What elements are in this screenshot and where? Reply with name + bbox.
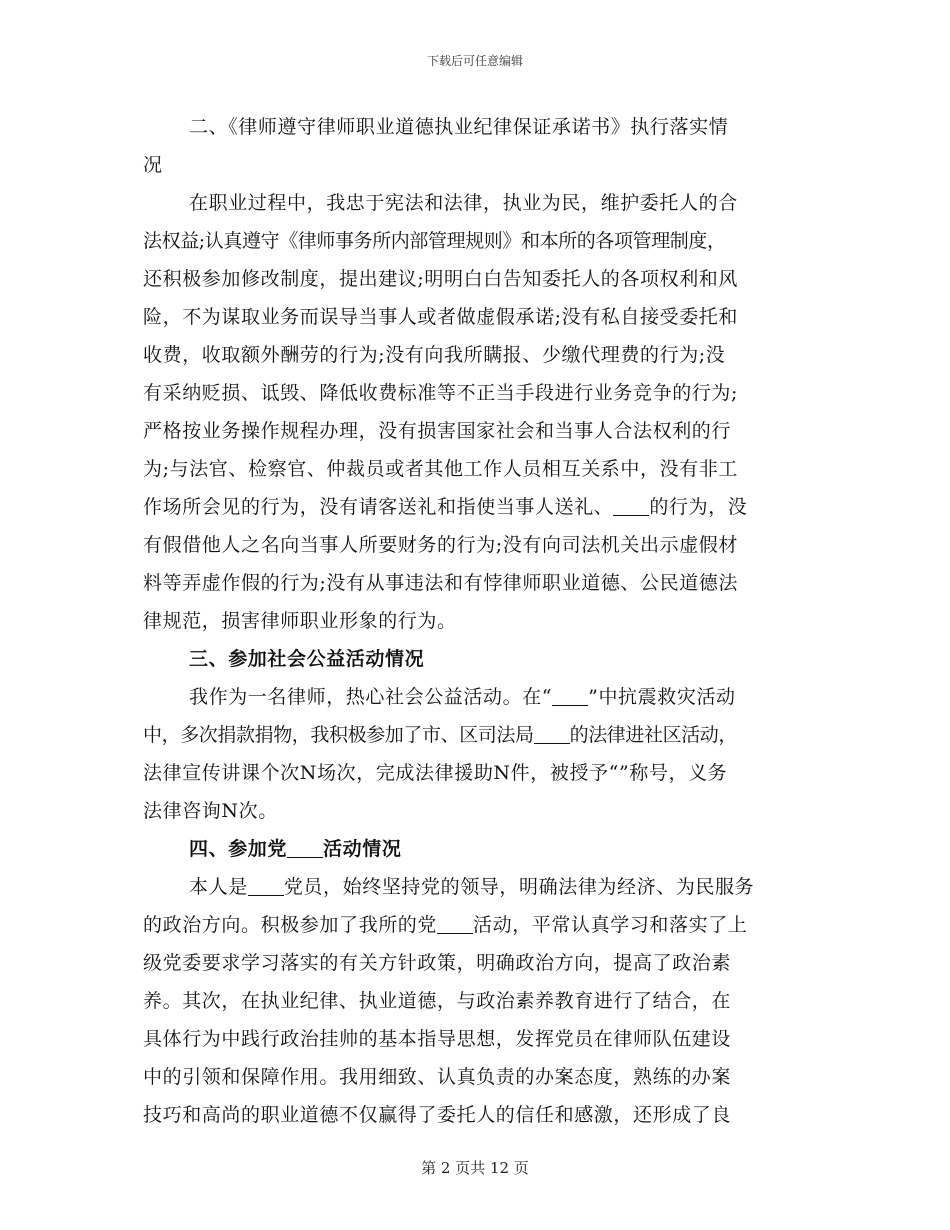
- text-span: 活动，平常认真学习和落实了上: [473, 914, 748, 936]
- paragraph-line: 级党委要求学习落实的有关方针政策，明确政治方向，提高了政治素: [143, 952, 732, 974]
- paragraph-line: 险，不为谋取业务而误导当事人或者做虚假承诺;没有私自接受委托和: [143, 306, 739, 328]
- paragraph-line: 有假借他人之名向当事人所要财务的行为;没有向司法机关出示虚假材: [143, 534, 739, 556]
- paragraph-line: [143, 488, 811, 526]
- text-span: 的法律进社区活动，: [569, 724, 738, 746]
- text-span: 的政治方向。积极参加了我所的党: [143, 914, 438, 936]
- text-span: 活动情况: [323, 838, 402, 860]
- section-4-title: [143, 830, 811, 868]
- text-span: 的行为，没: [649, 496, 748, 518]
- paragraph-line: 料等弄虚作假的行为;没有从事违法和有悖律师职业道德、公民道德法: [143, 572, 739, 594]
- paragraph-line: 有采纳贬损、诋毁、降低收费标准等不正当手段进行业务竞争的行为;: [143, 382, 739, 404]
- paragraph-line: 法律咨询N次。: [143, 800, 278, 822]
- text-span: ”中抗震救灾活动: [588, 686, 736, 708]
- fill-in-blank: [552, 686, 588, 706]
- text-span: 本人是: [189, 876, 248, 898]
- paragraph-line: 还积极参加修改制度，提出建议;明明白白告知委托人的各项权利和风: [143, 268, 739, 290]
- fill-in-blank: [287, 838, 323, 858]
- fill-in-blank: [613, 496, 649, 516]
- paragraph-line: 严格按业务操作规程办理，没有损害国家社会和当事人合法权利的行: [143, 420, 732, 442]
- page-footer: 第 2 页共 12 页: [421, 1159, 529, 1177]
- section-2-title-line-2: 况: [143, 154, 163, 176]
- text-span: 我作为一名律师，热心社会公益活动。在“: [189, 686, 553, 708]
- paragraph-line: 法律宣传讲课个次N场次，完成法律援助N件，被授予“”称号，义务: [143, 762, 728, 784]
- section-2-title-line-1: 二、《律师遵守律师职业道德执业纪律保证承诺书》执行落实情: [189, 116, 729, 138]
- document-body: [143, 108, 811, 1134]
- text-span: 党员，始终坚持党的领导，明确法律为经济、为民服务: [283, 876, 755, 898]
- paragraph-line: 法权益;认真遵守《律师事务所内部管理规则》和本所的各项管理制度，: [143, 230, 726, 252]
- paragraph-line: [143, 678, 811, 716]
- paragraph-line: 中的引领和保障作用。我用细致、认真负责的办案态度，熟练的办案: [143, 1066, 732, 1088]
- paragraph-line: 收费，收取额外酬劳的行为;没有向我所瞒报、少缴代理费的行为;没: [143, 344, 726, 366]
- paragraph-line: 为;与法官、检察官、仲裁员或者其他工作人员相互关系中，没有非工: [143, 458, 739, 480]
- text-span: 中，多次捐款捐物，我积极参加了市、区司法局: [143, 724, 534, 746]
- paragraph-line: [143, 868, 811, 906]
- fill-in-blank: [534, 724, 570, 744]
- paragraph-line: 在职业过程中，我忠于宪法和法律，执业为民，维护委托人的合: [189, 192, 738, 214]
- paragraph-line: [143, 716, 811, 754]
- paragraph-line: 律规范，损害律师职业形象的行为。: [143, 610, 457, 632]
- page-header: 下载后可任意编辑: [426, 54, 523, 68]
- paragraph-line: [143, 906, 811, 944]
- text-span: 作场所会见的行为，没有请客送礼和指使当事人送礼、: [143, 496, 614, 518]
- fill-in-blank: [437, 914, 473, 934]
- text-span: 四、参加党: [189, 838, 288, 860]
- fill-in-blank: [248, 876, 284, 896]
- paragraph-line: 养。其次，在执业纪律、执业道德，与政治素养教育进行了结合，在: [143, 990, 732, 1012]
- paragraph-line: 技巧和高尚的职业道德不仅赢得了委托人的信任和感激，还形成了良: [143, 1104, 732, 1126]
- section-3-title: 三、参加社会公益活动情况: [189, 648, 425, 670]
- paragraph-line: 具体行为中践行政治挂帅的基本指导思想，发挥党员在律师队伍建设: [143, 1028, 732, 1050]
